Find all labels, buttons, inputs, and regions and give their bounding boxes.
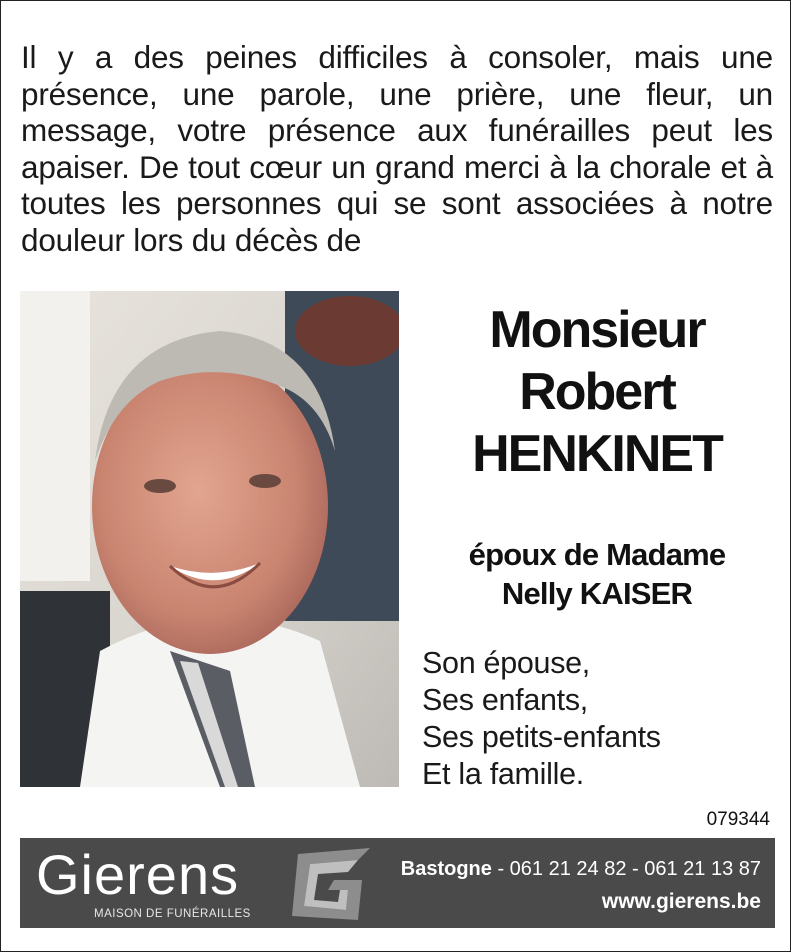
city-name: Bastogne bbox=[400, 858, 492, 880]
funeral-home-banner bbox=[20, 838, 775, 928]
family-list bbox=[422, 645, 774, 793]
phone-numbers: - 061 21 24 82 - 061 21 13 87 bbox=[491, 858, 761, 880]
deceased-title: Monsieur bbox=[489, 301, 705, 359]
deceased-first-name: Robert bbox=[519, 363, 675, 421]
contact-line bbox=[401, 858, 761, 881]
reference-number: 079344 bbox=[706, 809, 770, 830]
website-link[interactable]: www.gierens.be bbox=[601, 890, 761, 913]
logo-g-icon bbox=[288, 846, 380, 922]
spouse-line-2: Nelly KAISER bbox=[501, 576, 693, 611]
logo-subtitle: MAISON DE FUNÉRAILLES bbox=[94, 908, 251, 920]
deceased-name bbox=[421, 299, 773, 485]
spouse-info bbox=[421, 535, 773, 613]
family-item: Son épouse, bbox=[422, 646, 590, 680]
family-item: Ses petits-enfants bbox=[422, 720, 661, 754]
thanks-paragraph: Il y a des peines difficiles à consoler, mais une présence, une parole, une prière, une fleur, un message, votre présence aux funérailles peut les apaiser. De tout cœur un grand merci à la chorale et à toutes les personnes qui se sont associées à notre douleur lors du décès de bbox=[21, 39, 773, 258]
logo-wordmark: Gierens bbox=[36, 843, 240, 906]
portrait-photo bbox=[20, 291, 399, 787]
family-item: Ses enfants, bbox=[422, 683, 588, 717]
deceased-last-name: HENKINET bbox=[472, 425, 722, 483]
family-item: Et la famille. bbox=[422, 757, 584, 791]
spouse-line-1: époux de Madame bbox=[468, 537, 726, 572]
